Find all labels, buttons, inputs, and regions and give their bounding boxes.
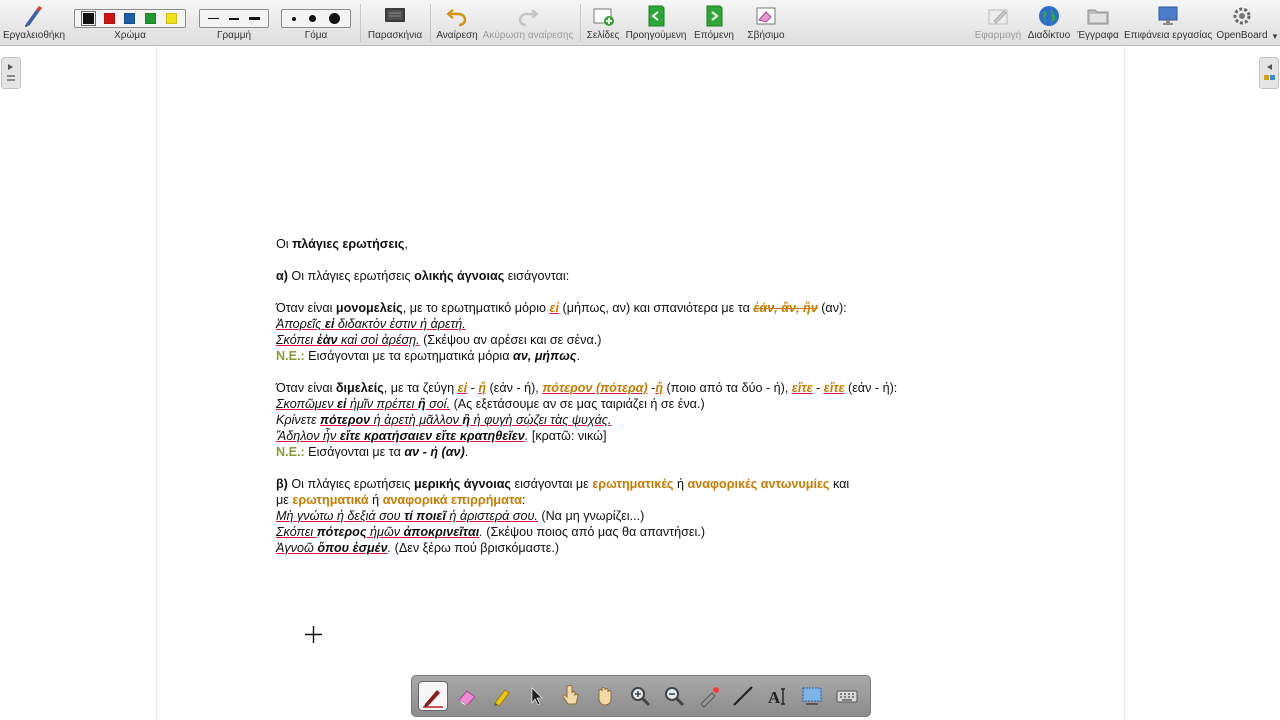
- text-bold: εἴτε κρατήσαιεν εἴτε κρατηθεῖεν: [339, 429, 525, 443]
- text: Όταν είναι: [276, 381, 336, 395]
- text: Σκοπῶμεν: [276, 397, 337, 411]
- screen-capture-icon: [800, 684, 824, 708]
- text-bold: ἀποκρινεῖται: [403, 525, 480, 539]
- text-bold: ἢ: [417, 397, 426, 411]
- toolbox-button[interactable]: [2, 2, 66, 44]
- text-cursor-icon: [766, 684, 790, 708]
- text-tool-button[interactable]: [763, 681, 793, 711]
- text-bold: ἐὰν: [316, 333, 338, 347]
- web-button[interactable]: [1026, 2, 1072, 44]
- section-a-heading: [276, 268, 996, 284]
- capture-tool-button[interactable]: [797, 681, 827, 711]
- orange-term: αναφορικές αντωνυμίες: [687, 477, 830, 491]
- undo-label: Αναίρεση: [436, 30, 478, 41]
- text: (ποιο από τα δύο - ή),: [663, 381, 792, 395]
- hand-tool-button[interactable]: [590, 681, 620, 711]
- main-toolbar: [0, 0, 1280, 46]
- translation: (Σκέψου αν αρέσει και σε σένα.): [419, 333, 602, 347]
- overflow-arrow-icon[interactable]: ▼: [1271, 32, 1279, 41]
- line-thick-option[interactable]: [249, 17, 260, 20]
- translation: [κρατῶ: νικώ]: [531, 429, 607, 443]
- pointing-hand-icon: [559, 684, 583, 708]
- color-black-swatch[interactable]: [83, 13, 94, 24]
- line-width-picker: [199, 9, 269, 28]
- expand-right-arrow-icon: [2, 58, 20, 88]
- note-label: Ν.Ε.:: [276, 349, 305, 363]
- text-bold: διμελείς: [335, 381, 384, 395]
- eraser-size-picker: [281, 9, 351, 28]
- svg-text:A: A: [768, 688, 781, 707]
- text-bold: τί ποιεῖ: [404, 509, 446, 523]
- zoom-out-icon: [662, 684, 686, 708]
- text: Οι πλάγιες ερωτήσεις: [287, 269, 415, 283]
- documents-button[interactable]: [1074, 2, 1122, 44]
- text: .: [464, 445, 469, 459]
- folder-icon: [1086, 4, 1110, 28]
- dimeleis-line: [276, 380, 996, 396]
- text: (μήπως, αν) και σπανιότερα με τα: [559, 301, 754, 315]
- text: -: [467, 381, 479, 395]
- web-label: Διαδίκτυο: [1027, 30, 1071, 41]
- text-bold: μονομελείς: [335, 301, 403, 315]
- title-bold: πλάγιες ερωτήσεις: [292, 237, 405, 251]
- text-bold: αν - ή (αν): [404, 445, 465, 459]
- text: Κρίνετε: [276, 413, 320, 427]
- color-green-swatch[interactable]: [145, 13, 156, 24]
- desktop-button[interactable]: [1124, 2, 1212, 44]
- text: ἡ ἀριστερά σου.: [445, 509, 538, 523]
- previous-page-icon: [644, 4, 668, 28]
- text: Ἀγνοῶ: [276, 541, 318, 555]
- particle-highlight: εἰ: [457, 381, 468, 395]
- orange-term: ερωτηματικές: [592, 477, 674, 491]
- new-page-icon: [591, 4, 615, 28]
- monitor-icon: [1156, 4, 1180, 28]
- text: Σκόπει: [276, 333, 317, 347]
- straight-line-icon: [731, 684, 755, 708]
- text-bold: αν, μήπως: [513, 349, 577, 363]
- document-content: [276, 236, 996, 556]
- example-line: [276, 412, 996, 428]
- text: διδακτὸν ἐστιν ἡ ἀρετή.: [334, 317, 466, 331]
- text: Ἄδηλον ἦν: [276, 429, 340, 443]
- line-thin-option[interactable]: [208, 18, 219, 19]
- text: ή: [673, 477, 688, 491]
- previous-label: Προηγούμενη: [625, 30, 687, 41]
- orange-term: αναφορικά επιρρήματα: [382, 493, 522, 507]
- section-b-heading-cont: [276, 492, 996, 508]
- text: Εισάγονται με τα ερωτηματικά μόρια: [304, 349, 514, 363]
- text-bold: πότερον: [320, 413, 371, 427]
- text: :: [521, 493, 526, 507]
- canvas-margin-left: [0, 47, 157, 720]
- particle-highlight: εἰ: [549, 301, 560, 315]
- text-bold: πότερος: [316, 525, 367, 539]
- text: , με τα ζεύγη: [383, 381, 458, 395]
- text: εισάγονται με: [510, 477, 593, 491]
- stylus-palette: [411, 675, 871, 717]
- virtual-keyboard-button[interactable]: [832, 681, 862, 711]
- next-page-button[interactable]: [690, 2, 738, 44]
- show-background-button[interactable]: [364, 2, 426, 44]
- text: -: [647, 381, 656, 395]
- text-bold: εἰ: [324, 317, 335, 331]
- example-line: [276, 540, 996, 556]
- text: ή: [368, 493, 383, 507]
- eraser-label: Γόμα: [304, 30, 328, 41]
- example-line: [276, 524, 996, 540]
- text-bold: ὅπου ἐσμέν: [317, 541, 388, 555]
- example-line: [276, 316, 996, 332]
- background-board-icon: [383, 4, 407, 28]
- text: Σκόπει: [276, 525, 317, 539]
- pencil-board-icon: [986, 4, 1010, 28]
- text: .: [387, 541, 392, 555]
- text: καὶ σοὶ ἀρέσῃ.: [337, 333, 420, 347]
- laser-pointer-button[interactable]: [694, 681, 724, 711]
- settings-gear-icon: [1230, 4, 1254, 28]
- text: ἡ ἀρετὴ μᾶλλον: [370, 413, 463, 427]
- particle-highlight: ἐάν, ἄν, ἤν: [753, 301, 818, 315]
- example-line: [276, 508, 996, 524]
- eraser-tool-button[interactable]: [452, 681, 482, 711]
- text: ,: [404, 237, 408, 251]
- particle-highlight: πότερον (πότερα): [542, 381, 648, 395]
- zoom-in-button[interactable]: [625, 681, 655, 711]
- zoom-out-button[interactable]: [659, 681, 689, 711]
- color-blue-swatch[interactable]: [124, 13, 135, 24]
- monomeleis-line: [276, 300, 996, 316]
- color-group: [72, 2, 188, 44]
- line-width-group: [198, 2, 270, 44]
- application-label: Εφαρμογή: [974, 30, 1022, 41]
- next-page-icon: [702, 4, 726, 28]
- keyboard-icon: [835, 684, 859, 708]
- text: Εισάγονται με τα: [304, 445, 405, 459]
- left-palette-toggle[interactable]: [1, 57, 21, 89]
- arrow-pointer-icon: [524, 684, 548, 708]
- expand-left-arrow-icon: [1260, 58, 1278, 88]
- note-label: Ν.Ε.:: [276, 445, 305, 459]
- clear-page-icon: [754, 4, 778, 28]
- openboard-menu-button[interactable]: [1214, 2, 1270, 44]
- globe-icon: [1037, 4, 1061, 28]
- example-line: [276, 428, 996, 444]
- show-background-label: Παρασκήνια: [367, 30, 423, 41]
- stylus-tools-icon: [22, 4, 46, 28]
- particle-highlight: εἴτε: [791, 381, 813, 395]
- right-palette-toggle[interactable]: [1259, 57, 1279, 89]
- eraser-large-option[interactable]: [329, 13, 340, 24]
- undo-arrow-icon: [445, 4, 469, 28]
- example-line: [276, 396, 996, 412]
- color-yellow-swatch[interactable]: [166, 13, 177, 24]
- redo-label: Ακύρωση αναίρεσης: [482, 30, 574, 41]
- text: ἡμῖν πρέπει: [346, 397, 418, 411]
- text: , με το ερωτηματικό μόριο: [402, 301, 550, 315]
- text: Οι πλάγιες ερωτήσεις: [287, 477, 415, 491]
- text: Οι: [276, 237, 293, 251]
- redo-arrow-icon: [516, 4, 540, 28]
- text: .: [479, 525, 483, 539]
- doc-title-line: [276, 236, 996, 252]
- text: ἡμῶν: [366, 525, 404, 539]
- text-bold: ολικής άγνοιας: [414, 269, 505, 283]
- eraser-medium-option[interactable]: [309, 15, 316, 22]
- erase-label: Σβήσιμο: [747, 30, 785, 41]
- previous-page-button[interactable]: [624, 2, 688, 44]
- example-line: [276, 332, 996, 348]
- redo-button[interactable]: [482, 2, 574, 44]
- pages-button[interactable]: [584, 2, 622, 44]
- selector-tool-button[interactable]: [521, 681, 551, 711]
- line-medium-option[interactable]: [229, 18, 240, 20]
- text: .: [524, 429, 532, 443]
- section-marker: β): [276, 477, 288, 491]
- translation: (Ας εξετάσουμε αν σε μας ταιριάζει ή σε ένα.): [450, 397, 705, 411]
- grab-hand-icon: [593, 684, 617, 708]
- text: με: [276, 493, 293, 507]
- text: (αν):: [817, 301, 847, 315]
- text-bold: μερικής άγνοιας: [414, 477, 511, 491]
- color-red-swatch[interactable]: [104, 13, 115, 24]
- text: σοί.: [425, 397, 451, 411]
- highlighter-icon: [490, 684, 514, 708]
- documents-label: Έγγραφα: [1077, 30, 1119, 41]
- text: Όταν είναι: [276, 301, 336, 315]
- text: εισάγονται:: [504, 269, 570, 283]
- text-bold: εἰ: [337, 397, 347, 411]
- note-line: [276, 444, 996, 460]
- note-line: [276, 348, 996, 364]
- text: Ἀπορεῖς: [276, 317, 325, 331]
- translation: (Να μη γνωρίζει...): [537, 509, 645, 523]
- text: Μὴ γνώτω ἡ δεξιά σου: [276, 509, 405, 523]
- openboard-label: OpenBoard: [1216, 30, 1268, 41]
- toolbox-label: Εργαλειοθήκη: [2, 30, 66, 41]
- marker-tool-button[interactable]: [487, 681, 517, 711]
- particle-highlight: ἤ: [655, 381, 664, 395]
- text: -: [812, 381, 824, 395]
- particle-highlight: ἤ: [478, 381, 487, 395]
- color-label: Χρώμα: [114, 30, 146, 41]
- text: .: [576, 349, 580, 363]
- text: και: [829, 477, 850, 491]
- line-label: Γραμμή: [216, 30, 252, 41]
- text-bold: ἢ: [462, 413, 471, 427]
- particle-highlight: εἴτε: [823, 381, 845, 395]
- line-tool-button[interactable]: [728, 681, 758, 711]
- undo-button[interactable]: [434, 2, 480, 44]
- pages-label: Σελίδες: [586, 30, 620, 41]
- eraser-size-group: [280, 2, 352, 44]
- text: (εάν - ή):: [844, 381, 898, 395]
- zoom-in-icon: [628, 684, 652, 708]
- section-marker: α): [276, 269, 288, 283]
- pen-icon: [421, 684, 445, 708]
- interact-tool-button[interactable]: [556, 681, 586, 711]
- eraser-small-option[interactable]: [292, 17, 296, 21]
- section-b-heading: [276, 476, 996, 492]
- pen-tool-button[interactable]: [418, 681, 448, 711]
- crosshair-cursor-icon: [305, 626, 322, 643]
- laser-pointer-icon: [697, 684, 721, 708]
- eraser-icon: [455, 684, 479, 708]
- canvas-margin-right: [1124, 47, 1280, 720]
- translation: (Δεν ξέρω πού βρισκόμαστε.): [391, 541, 560, 555]
- orange-term: ερωτηματικά: [292, 493, 369, 507]
- text: ἡ φυγὴ σῴζει τὰς ψυχάς.: [470, 413, 612, 427]
- next-label: Επόμενη: [694, 30, 734, 41]
- translation: (Σκέψου ποιος από μας θα απαντήσει.): [482, 525, 706, 539]
- erase-page-button[interactable]: [744, 2, 788, 44]
- text: (εάν - ή),: [486, 381, 543, 395]
- desktop-label: Επιφάνεια εργασίας: [1124, 30, 1213, 41]
- color-picker: [74, 9, 186, 28]
- application-button[interactable]: [972, 2, 1024, 44]
